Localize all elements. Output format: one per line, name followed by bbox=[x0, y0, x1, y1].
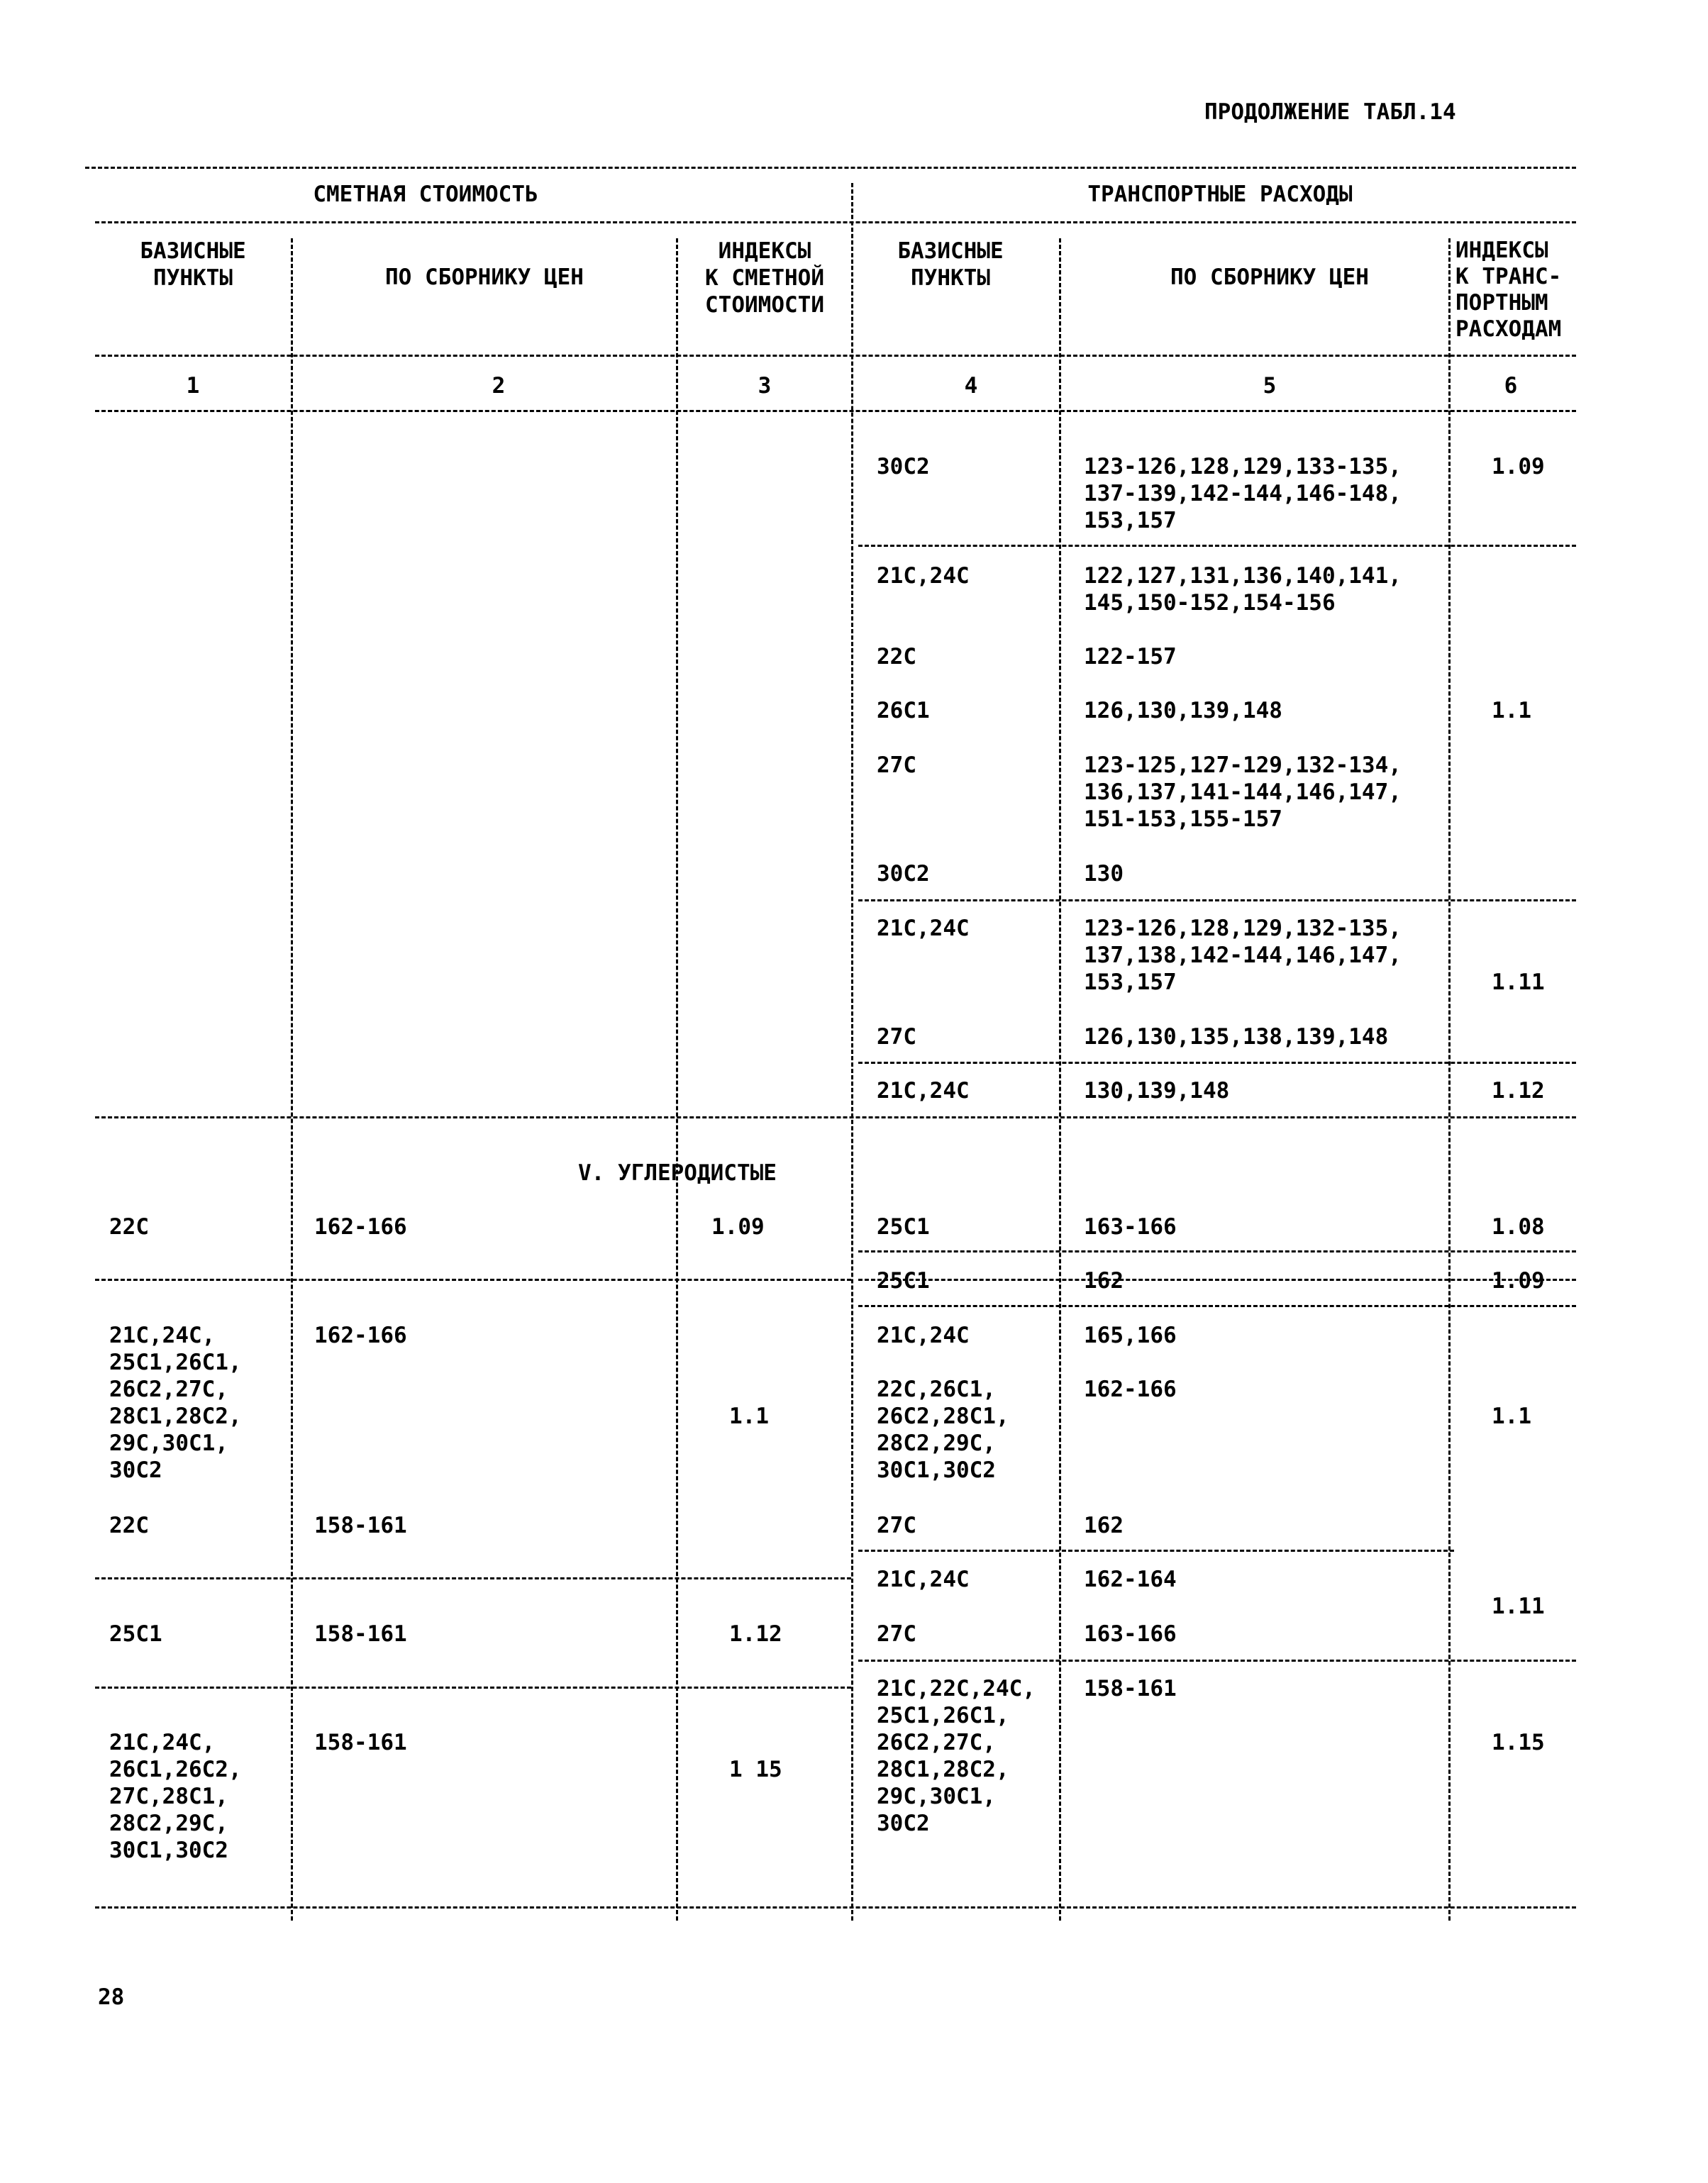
colnum-1: 1 bbox=[186, 373, 200, 399]
cell-p1-c5: 130,139,148 bbox=[1084, 1078, 1230, 1104]
cell-p2-c1: 22С bbox=[109, 1214, 149, 1240]
rule-group-header bbox=[95, 221, 1576, 223]
group-header-transport-costs: ТРАНСПОРТНЫЕ РАСХОДЫ bbox=[1087, 182, 1353, 207]
header-col5: ПО СБОРНИКУ ЦЕН bbox=[1170, 265, 1369, 290]
colnum-4: 4 bbox=[964, 373, 978, 399]
rule-p2-a4 bbox=[858, 1250, 1576, 1252]
rule-top bbox=[85, 167, 1576, 169]
vrule-1 bbox=[291, 238, 293, 1921]
colnum-6: 6 bbox=[1504, 373, 1518, 399]
header-col4: БАЗИСНЫЕ ПУНКТЫ bbox=[897, 238, 1004, 291]
cell-p2-c4: 25С1 bbox=[877, 1214, 930, 1240]
rule-p1-b bbox=[858, 899, 1576, 901]
cell-p1-c6: 1.09 bbox=[1492, 454, 1545, 479]
cell-p1-c6: 1.1 bbox=[1492, 698, 1531, 723]
cell-p2-c4: 21С,24С bbox=[877, 1323, 970, 1348]
cell-p1-c5: 126,130,135,138,139,148 bbox=[1084, 1024, 1389, 1050]
cell-p2-c4: 27С bbox=[877, 1621, 916, 1647]
group-header-estimated-cost: СМЕТНАЯ СТОИМОСТЬ bbox=[313, 182, 538, 207]
rule-header-bottom bbox=[95, 355, 1576, 357]
cell-p2-c6: 1.1 bbox=[1492, 1404, 1531, 1429]
cell-p1-c4: 27С bbox=[877, 752, 916, 778]
colnum-2: 2 bbox=[492, 373, 506, 399]
cell-p1-c5: 123-126,128,129,132-135, 137,138,142-144,146,147, 153,157 bbox=[1084, 916, 1402, 995]
rule-p2-d1 bbox=[95, 1687, 851, 1689]
cell-p1-c6: 1.12 bbox=[1492, 1078, 1545, 1104]
cell-p2-c5: 162-166 bbox=[1084, 1377, 1177, 1402]
rule-p2-b6 bbox=[858, 1305, 1576, 1307]
cell-p1-c4: 22С bbox=[877, 644, 916, 670]
rule-p1-a bbox=[858, 545, 1576, 547]
cell-p2-c4: 22С,26С1, 26С2,28С1, 28С2,29С, 30С1,30С2 bbox=[877, 1377, 1009, 1483]
cell-p1-c5: 130 bbox=[1084, 861, 1124, 887]
rule-p2-d4 bbox=[858, 1660, 1576, 1662]
cell-p2-c3: 1.09 bbox=[711, 1214, 765, 1240]
rule-colnum-bottom bbox=[95, 410, 1576, 412]
cell-p2-c5: 163-166 bbox=[1084, 1621, 1177, 1647]
rule-p2-a1 bbox=[95, 1279, 851, 1281]
cell-p2-c4: 25С1 bbox=[877, 1268, 930, 1294]
rule-p2-c1 bbox=[95, 1577, 851, 1579]
cell-p1-c4: 30С2 bbox=[877, 454, 930, 479]
cell-p1-c5: 126,130,139,148 bbox=[1084, 698, 1282, 723]
page-number: 28 bbox=[98, 1984, 125, 2010]
vrule-4 bbox=[1059, 238, 1061, 1921]
cell-p2-c6: 1.15 bbox=[1492, 1730, 1545, 1755]
colnum-3: 3 bbox=[758, 373, 772, 399]
cell-p1-c4: 30С2 bbox=[877, 861, 930, 887]
header-col1: БАЗИСНЫЕ ПУНКТЫ bbox=[140, 238, 246, 291]
cell-p2-c5: 158-161 bbox=[1084, 1676, 1177, 1701]
cell-p1-c5: 122,127,131,136,140,141, 145,150-152,154-156 bbox=[1084, 563, 1402, 616]
cell-p2-c4: 21С,22С,24С, 25С1,26С1, 26С2,27С, 28С1,28С2, 29С,30С1, 30С2 bbox=[877, 1676, 1036, 1836]
cell-p1-c5: 123-125,127-129,132-134, 136,137,141-144,146,147, 151-153,155-157 bbox=[1084, 752, 1402, 832]
rule-p2-a2 bbox=[858, 1279, 1576, 1281]
cell-p2-c4: 27С bbox=[877, 1513, 916, 1538]
cell-p2-c1: 21С,24С, 25С1,26С1, 26С2,27С, 28С1,28С2, 29С,30С1, 30С2 bbox=[109, 1323, 242, 1483]
cell-p2-c5: 165,166 bbox=[1084, 1323, 1177, 1348]
header-col2: ПО СБОРНИКУ ЦЕН bbox=[385, 265, 584, 290]
cell-p2-c6: 1.08 bbox=[1492, 1214, 1545, 1240]
cell-p2-c4: 21С,24С bbox=[877, 1567, 970, 1592]
cell-p1-c4: 26С1 bbox=[877, 698, 930, 723]
cell-p1-c4: 21С,24С bbox=[877, 1078, 970, 1104]
cell-p2-c1: 22С bbox=[109, 1513, 149, 1538]
cell-p2-c5: 162 bbox=[1084, 1513, 1124, 1538]
cell-p2-c3: 1.1 bbox=[729, 1404, 769, 1429]
cell-p2-c6: 1.11 bbox=[1492, 1594, 1545, 1619]
colnum-5: 5 bbox=[1263, 373, 1277, 399]
cell-p2-c3: 1 15 bbox=[729, 1757, 782, 1782]
cell-p2-c5: 163-166 bbox=[1084, 1214, 1177, 1240]
rule-bottom bbox=[95, 1906, 1576, 1909]
rule-part1-bottom bbox=[95, 1116, 1576, 1118]
rule-p2-c4 bbox=[858, 1550, 1454, 1552]
cell-p2-c6: 1.09 bbox=[1492, 1268, 1545, 1294]
cell-p2-c2: 158-161 bbox=[314, 1621, 407, 1647]
cell-p2-c2: 162-166 bbox=[314, 1214, 407, 1240]
cell-p2-c1: 25С1 bbox=[109, 1621, 162, 1647]
cell-p2-c2: 158-161 bbox=[314, 1513, 407, 1538]
cell-p1-c4: 21С,24С bbox=[877, 563, 970, 589]
vrule-5 bbox=[1448, 238, 1451, 1921]
cell-p2-c1: 21С,24С, 26С1,26С2, 27С,28С1, 28С2,29С, 30С1,30С2 bbox=[109, 1730, 242, 1863]
cell-p2-c5: 162-164 bbox=[1084, 1567, 1177, 1592]
cell-p1-c4: 21С,24С bbox=[877, 916, 970, 941]
header-col6: ИНДЕКСЫ К ТРАНС- ПОРТНЫМ РАСХОДАМ bbox=[1455, 238, 1562, 342]
cell-p1-c6: 1.11 bbox=[1492, 970, 1545, 995]
rule-p1-c bbox=[858, 1062, 1576, 1064]
cell-p2-c2: 162-166 bbox=[314, 1323, 407, 1348]
cell-p2-c2: 158-161 bbox=[314, 1730, 407, 1755]
vrule-3 bbox=[851, 183, 853, 1921]
cell-p1-c5: 122-157 bbox=[1084, 644, 1177, 670]
continuation-title: ПРОДОЛЖЕНИЕ ТАБЛ.14 bbox=[1204, 99, 1456, 125]
cell-p1-c5: 123-126,128,129,133-135, 137-139,142-144,146-148, 153,157 bbox=[1084, 454, 1402, 533]
section-title: V. УГЛЕРОДИСТЫЕ bbox=[578, 1160, 777, 1186]
vrule-2 bbox=[676, 238, 678, 1921]
cell-p1-c4: 27С bbox=[877, 1024, 916, 1050]
cell-p2-c3: 1.12 bbox=[729, 1621, 782, 1647]
header-col3: ИНДЕКСЫ К СМЕТНОЙ СТОИМОСТИ bbox=[705, 238, 824, 318]
cell-p2-c5: 162 bbox=[1084, 1268, 1124, 1294]
